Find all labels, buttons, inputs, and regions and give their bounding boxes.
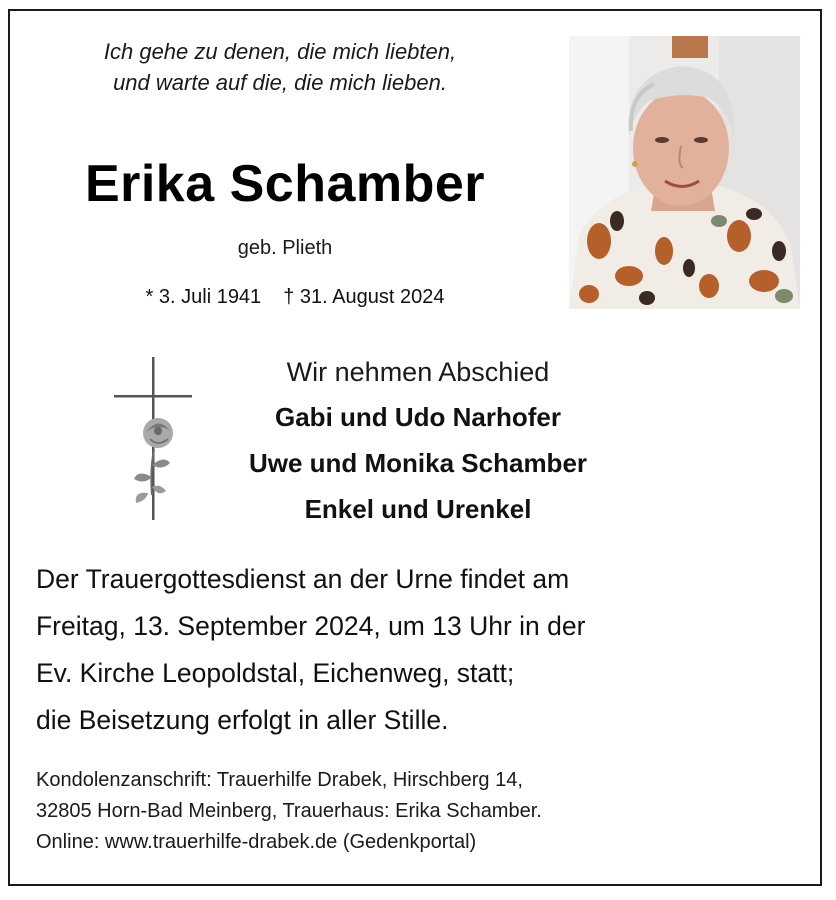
life-dates	[30, 284, 560, 310]
motto-line: Ich gehe zu denen, die mich liebten,	[103, 39, 457, 64]
mourner-family: Uwe und Monika Schamber	[248, 448, 588, 478]
service-line: Der Trauergottesdienst an der Urne findet am	[36, 564, 570, 594]
motto-line: und warte auf die, die mich lieben.	[113, 70, 447, 95]
birth-date: * 3. Juli 1941	[145, 286, 262, 308]
deceased-name: Erika Schamber	[84, 155, 486, 213]
service-line: Ev. Kirche Leopoldstal, Eichenweg, statt;	[36, 658, 515, 688]
farewell-heading: Wir nehmen Abschied	[286, 357, 550, 387]
mourner-family: Gabi und Udo Narhofer	[275, 402, 561, 432]
funeral-service-info	[36, 556, 796, 744]
mourner-family: Enkel und Urenkel	[304, 494, 532, 524]
service-line: Freitag, 13. September 2024, um 13 Uhr in der	[36, 611, 586, 641]
mourners-section	[120, 350, 716, 532]
condolence-contact	[36, 765, 796, 858]
motto-quote	[30, 36, 530, 98]
portrait-photo	[569, 36, 800, 309]
contact-line: 32805 Horn-Bad Meinberg, Trauerhaus: Erika Schamber.	[36, 800, 542, 822]
contact-line: Kondolenzanschrift: Trauerhilfe Drabek, Hirschberg 14,	[36, 769, 523, 791]
death-date: † 31. August 2024	[283, 286, 445, 308]
service-line: die Beisetzung erfolgt in aller Stille.	[36, 705, 449, 735]
birth-name: geb. Plieth	[237, 237, 333, 259]
contact-line: Online: www.trauerhilfe-drabek.de (Gedenkportal)	[36, 831, 477, 853]
